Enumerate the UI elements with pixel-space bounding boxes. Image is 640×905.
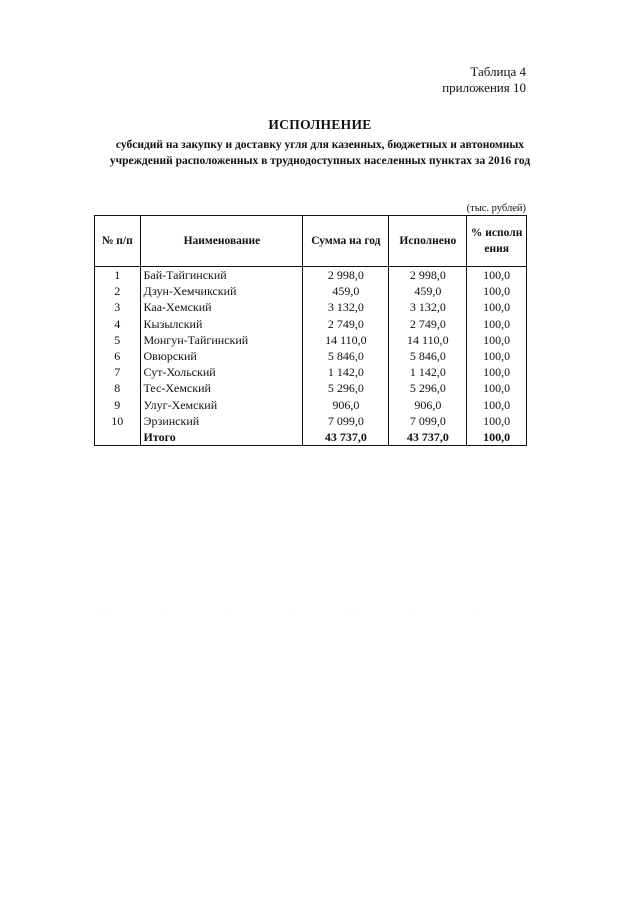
cell-annual-sum: 14 110,0 [303,332,389,348]
table-row [95,348,527,364]
cell-number: 6 [95,348,141,364]
table-header-row [95,216,527,267]
scan-dots: ······· [103,613,537,619]
cell-executed: 5 846,0 [389,348,467,364]
cell-percent: 100,0 [467,397,527,413]
cell-name: Овюрский [140,348,303,364]
cell-executed: 14 110,0 [389,332,467,348]
cell-name: Эрзинский [140,413,303,429]
cell-name: Тес-Хемский [140,380,303,396]
cell-executed: 459,0 [389,283,467,299]
cell-number: 9 [95,397,141,413]
cell-percent: 100,0 [467,429,527,446]
table-row [95,380,527,396]
cell-name: Монгун-Тайгинский [140,332,303,348]
cell-name: Улуг-Хемский [140,397,303,413]
cell-number: 2 [95,283,141,299]
cell-percent: 100,0 [467,380,527,396]
cell-executed: 7 099,0 [389,413,467,429]
cell-annual-sum: 5 846,0 [303,348,389,364]
table-row [95,316,527,332]
table-row [95,397,527,413]
cell-percent: 100,0 [467,364,527,380]
column-header-number: № п/п [95,216,141,267]
cell-executed: 3 132,0 [389,299,467,315]
cell-number: 5 [95,332,141,348]
appendix-number: приложения 10 [442,80,526,95]
document-title: ИСПОЛНЕНИЕ [268,117,372,132]
table-row [95,413,527,429]
table-row [95,283,527,299]
cell-name: Дзун-Хемчикский [140,283,303,299]
table-row [95,267,527,284]
cell-percent: 100,0 [467,267,527,284]
cell-annual-sum: 906,0 [303,397,389,413]
cell-name: Бай-Тайгинский [140,267,303,284]
cell-executed: 43 737,0 [389,429,467,446]
table-row [95,332,527,348]
cell-number: 3 [95,299,141,315]
column-header-name: Наименование [140,216,303,267]
cell-number [95,429,141,446]
cell-executed: 2 998,0 [389,267,467,284]
unit-label: (тыс. рублей) [466,203,526,214]
cell-executed: 5 296,0 [389,380,467,396]
total-row [95,429,527,446]
cell-number: 1 [95,267,141,284]
table-number: Таблица 4 [470,64,526,79]
column-header-percent: % исполнения [467,216,527,267]
document-subtitle: субсидий на закупку и доставку угля для казенных, бюджетных и автономных учреждений расположенных в труднодоступных населенных пунктах за 2016 год [109,139,531,167]
cell-executed: 906,0 [389,397,467,413]
cell-annual-sum: 459,0 [303,283,389,299]
cell-annual-sum: 43 737,0 [303,429,389,446]
cell-name: Кызылский [140,316,303,332]
table-row [95,364,527,380]
execution-table [94,215,527,446]
cell-name: Сут-Хольский [140,364,303,380]
column-header-annual-sum: Сумма на год [303,216,389,267]
cell-number: 10 [95,413,141,429]
cell-annual-sum: 5 296,0 [303,380,389,396]
cell-percent: 100,0 [467,283,527,299]
cell-number: 4 [95,316,141,332]
cell-percent: 100,0 [467,316,527,332]
cell-annual-sum: 2 749,0 [303,316,389,332]
cell-annual-sum: 3 132,0 [303,299,389,315]
cell-annual-sum: 7 099,0 [303,413,389,429]
table-row [95,299,527,315]
table-reference [442,64,526,96]
cell-name: Каа-Хемский [140,299,303,315]
cell-number: 8 [95,380,141,396]
cell-number: 7 [95,364,141,380]
cell-executed: 2 749,0 [389,316,467,332]
cell-annual-sum: 1 142,0 [303,364,389,380]
cell-percent: 100,0 [467,299,527,315]
cell-annual-sum: 2 998,0 [303,267,389,284]
cell-percent: 100,0 [467,413,527,429]
cell-executed: 1 142,0 [389,364,467,380]
cell-percent: 100,0 [467,332,527,348]
cell-percent: 100,0 [467,348,527,364]
cell-name: Итого [140,429,303,446]
column-header-executed: Исполнено [389,216,467,267]
